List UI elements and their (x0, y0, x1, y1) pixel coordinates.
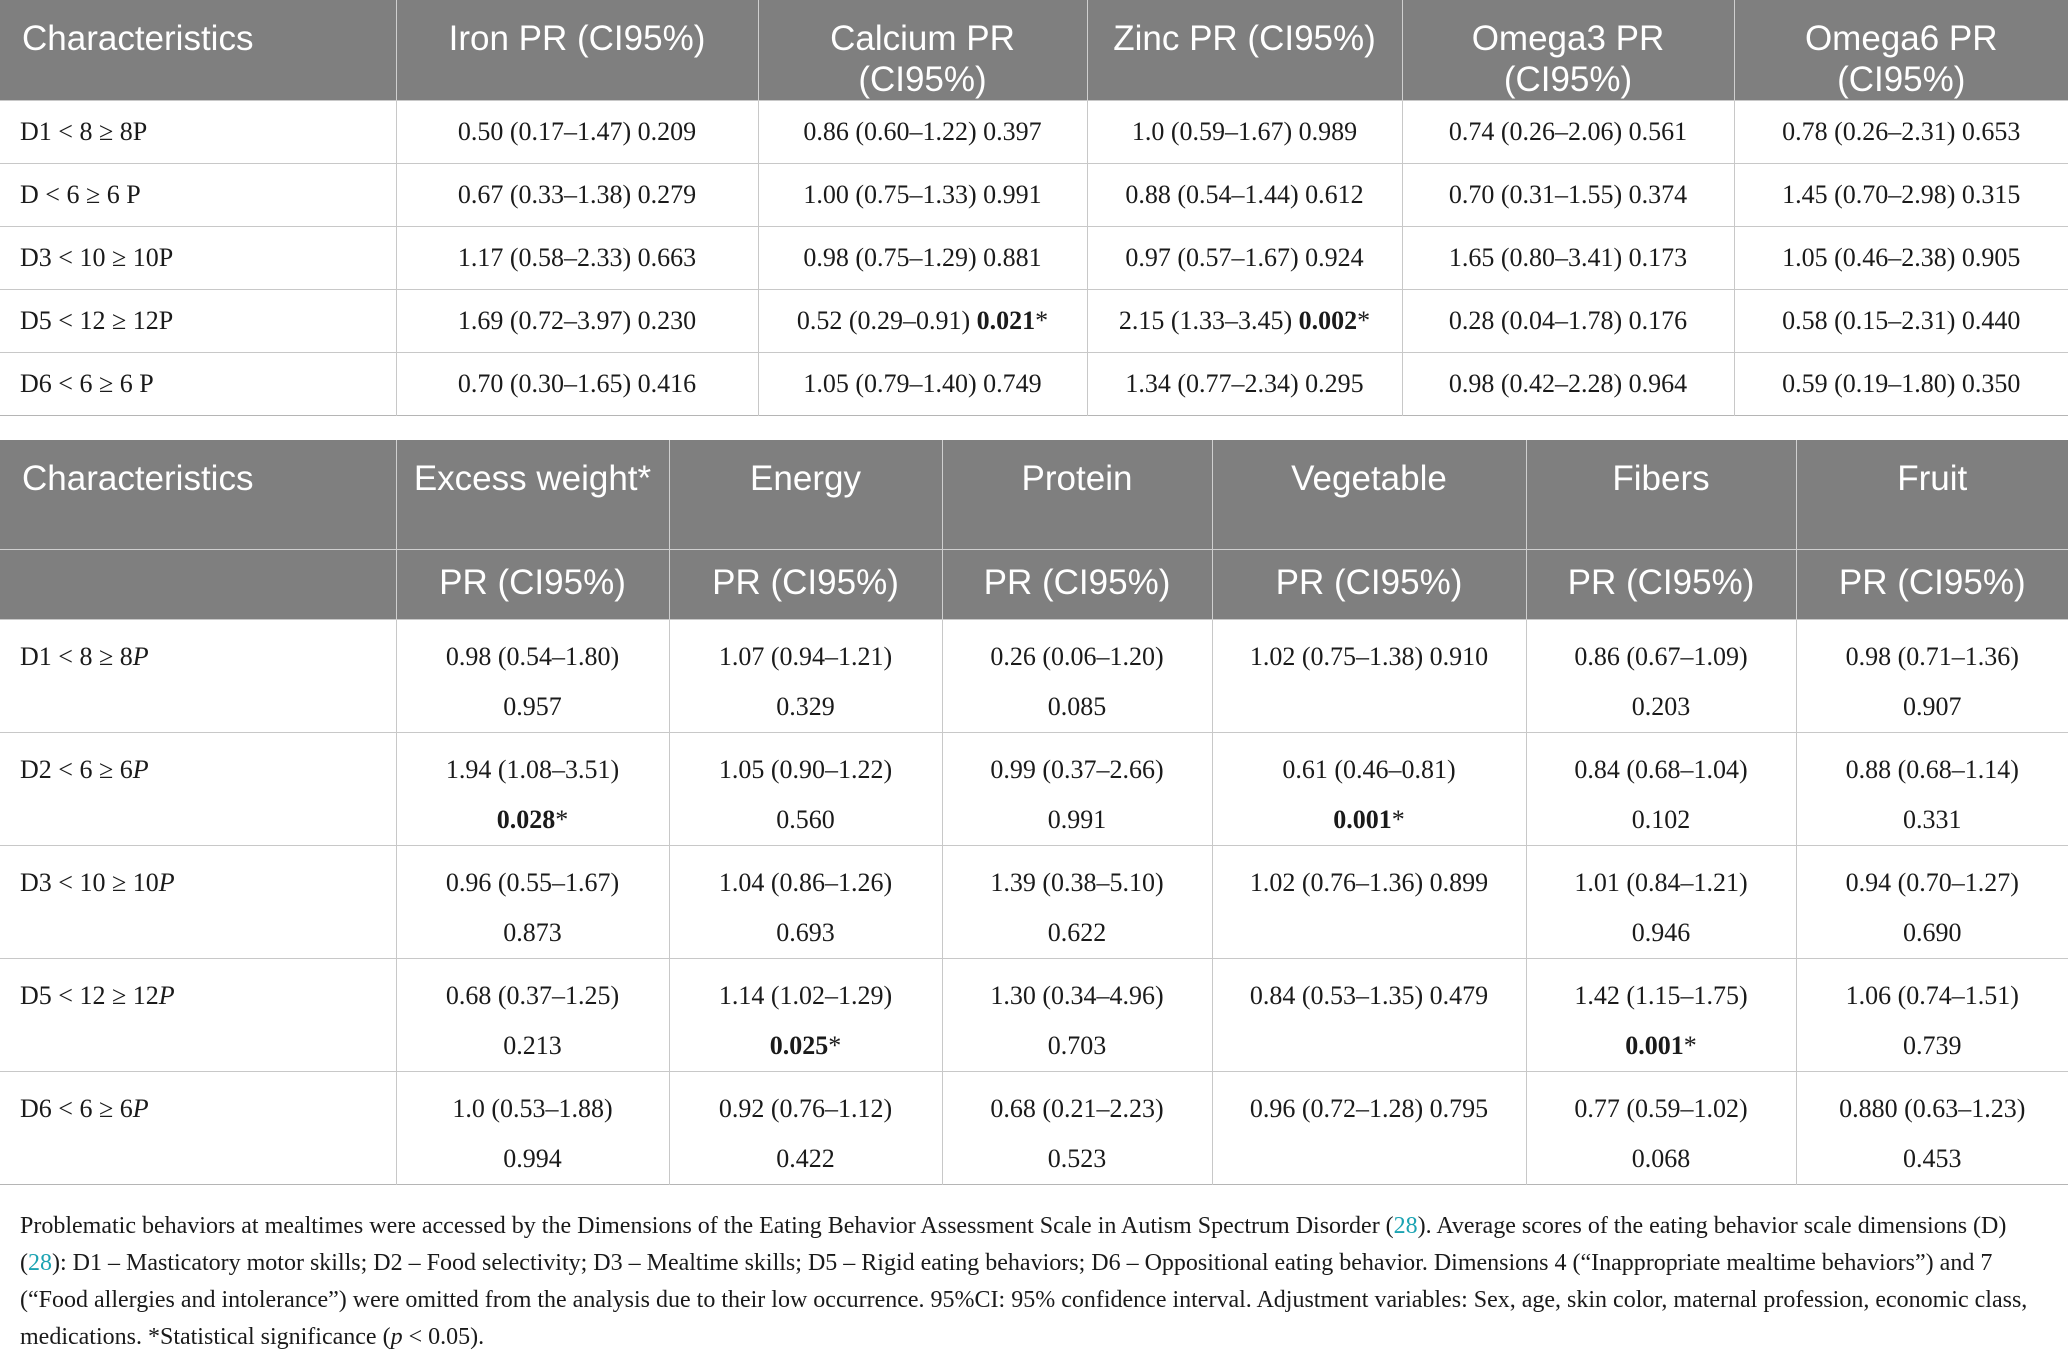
table-cell (669, 958, 942, 1071)
table-cell (758, 290, 1087, 353)
table-cell: 1.00 (0.75–1.33) 0.991 (758, 164, 1087, 227)
table-cell (669, 732, 942, 845)
table-row (0, 732, 2068, 845)
cell-p-value: 0.560 (776, 804, 835, 834)
table-cell (1526, 845, 1796, 958)
table-cell (942, 619, 1212, 732)
table1-header-characteristics: Characteristics (0, 0, 396, 101)
table-row (0, 1071, 2068, 1184)
table-cell: 0.67 (0.33–1.38) 0.279 (396, 164, 758, 227)
cell-estimate: 1.01 (0.84–1.21) (1574, 867, 1748, 897)
row-label: D5 < 12 ≥ 12P (0, 290, 396, 353)
table1-header-zinc: Zinc PR (CI95%) (1087, 0, 1402, 101)
row-label-text: D5 < 12 ≥ 12 (20, 980, 159, 1010)
table-footnote (20, 1208, 2055, 1356)
table-cell (1796, 732, 2068, 845)
cell-estimate: 1.94 (1.08–3.51) (445, 754, 620, 784)
cell-p-value: 0.523 (1047, 1143, 1107, 1173)
table2-header-protein: Protein (942, 440, 1212, 549)
table-cell (1526, 732, 1796, 845)
cell-p-value: 0.203 (1631, 691, 1691, 721)
table-cell (1212, 958, 1526, 1071)
table-nutrition-outcomes (0, 440, 2068, 1185)
significant-p-value: 0.001 (1333, 804, 1392, 834)
table2-header-characteristics: Characteristics (0, 440, 396, 549)
significance-marker: * (1035, 306, 1049, 335)
table2-subheader-row (0, 549, 2068, 619)
cell-estimate: 0.98 (0.54–1.80) (445, 641, 620, 671)
cell-p-value: 0.994 (503, 1143, 562, 1173)
table-row (0, 958, 2068, 1071)
table1-header-row (0, 0, 2068, 101)
cell-estimate: 0.96 (0.55–1.67) (445, 867, 620, 897)
table2-subheader-pr: PR (CI95%) (669, 549, 942, 619)
cell-estimate: 0.61 (0.46–0.81) (1282, 754, 1456, 784)
significant-p-value: 0.025 (769, 1030, 829, 1060)
table-cell (1087, 290, 1402, 353)
table2-header-row (0, 440, 2068, 549)
cell-estimate: 0.77 (0.59–1.02) (1574, 1093, 1748, 1123)
significance-marker: * (1683, 1030, 1697, 1060)
row-label: D6 < 6 ≥ 6 P (0, 353, 396, 416)
significance-marker: * (555, 804, 569, 834)
significance-marker: * (1357, 306, 1371, 335)
table1-header-iron: Iron PR (CI95%) (396, 0, 758, 101)
cell-estimate: 1.04 (0.86–1.26) (718, 867, 893, 897)
table-cell: 0.97 (0.57–1.67) 0.924 (1087, 227, 1402, 290)
cell-p-value: 0.957 (503, 691, 562, 721)
cell-estimate: 1.0 (0.53–1.88) (452, 1093, 613, 1123)
cell-estimate: 0.99 (0.37–2.66) (990, 754, 1164, 784)
table-micronutrients (0, 0, 2068, 416)
cell-estimate: 1.07 (0.94–1.21) (718, 641, 893, 671)
row-label (0, 732, 396, 845)
row-label (0, 845, 396, 958)
cell-p-value: 0.693 (776, 917, 835, 947)
cell-p-value: 0.739 (1903, 1030, 1962, 1060)
cell-estimate: 0.880 (0.63–1.23) (1839, 1093, 2026, 1123)
table-cell (1796, 958, 2068, 1071)
table1-header-calcium: Calcium PR (CI95%) (758, 0, 1087, 101)
cell-estimate: 0.86 (0.67–1.09) (1574, 641, 1748, 671)
table-cell (669, 1071, 942, 1184)
table1-header-omega6: Omega6 PR (CI95%) (1734, 0, 2068, 101)
cell-p-value (1533, 1021, 1790, 1071)
table2-header-fibers: Fibers (1526, 440, 1796, 549)
cell-p-value: 0.907 (1903, 691, 1962, 721)
p-symbol: p (390, 1324, 403, 1350)
reference-link[interactable]: 28 (28, 1250, 52, 1276)
row-label (0, 619, 396, 732)
cell-value: 0.52 (0.29–0.91) (796, 306, 977, 335)
cell-estimate: 0.94 (0.70–1.27) (1845, 867, 2019, 897)
row-label-text: D3 < 10 ≥ 10 (20, 867, 159, 897)
significant-p-value: 0.021 (976, 306, 1036, 335)
cell-estimate: 0.68 (0.37–1.25) (445, 980, 620, 1010)
table-row (0, 619, 2068, 732)
table-cell: 1.34 (0.77–2.34) 0.295 (1087, 353, 1402, 416)
table-cell (942, 732, 1212, 845)
cell-value: 2.15 (1.33–3.45) (1118, 306, 1299, 335)
reference-link[interactable]: 28 (1393, 1213, 1418, 1239)
cell-estimate: 0.26 (0.06–1.20) (990, 641, 1164, 671)
footnote-text: ): D1 – Masticatory motor skills; D2 – Food selectivity; D3 – Mealtime skills; D5 – Rigid eating behaviors; D6 – Oppositional eating behavior. Dimensions 4 (“Inappropriate mealtime behaviors”) and 7 (“Food allergies and intolerance”) were omitted from the analysis due to their low occurrence. 95%CI: 95% confidence interval. Adjustment variables: Sex, age, skin color, maternal profession, economic class, medications. *Statistical significance ( (20, 1250, 2028, 1350)
significant-p-value: 0.002 (1298, 306, 1358, 335)
cell-p-value: 0.873 (503, 917, 562, 947)
table-cell (669, 619, 942, 732)
table-cell: 0.58 (0.15–2.31) 0.440 (1734, 290, 2068, 353)
cell-estimate: 1.02 (0.76–1.36) 0.899 (1249, 867, 1489, 897)
table-cell: 0.86 (0.60–1.22) 0.397 (758, 101, 1087, 164)
row-label-p: P (158, 980, 175, 1010)
table-cell (1212, 1071, 1526, 1184)
cell-p-value: 0.991 (1047, 804, 1107, 834)
table-row (0, 290, 2068, 353)
table-cell: 0.78 (0.26–2.31) 0.653 (1734, 101, 2068, 164)
cell-p-value: 0.946 (1631, 917, 1691, 947)
table-row (0, 353, 2068, 416)
table-cell (1526, 1071, 1796, 1184)
cell-estimate: 1.30 (0.34–4.96) (990, 980, 1164, 1010)
table-cell: 0.70 (0.30–1.65) 0.416 (396, 353, 758, 416)
row-label-p: P (132, 754, 149, 784)
cell-estimate: 1.02 (0.75–1.38) 0.910 (1249, 641, 1489, 671)
table-cell (1212, 732, 1526, 845)
table2-subheader-pr: PR (CI95%) (1526, 549, 1796, 619)
table-cell: 1.05 (0.46–2.38) 0.905 (1734, 227, 2068, 290)
footnote-text: Problematic behaviors at mealtimes were accessed by the Dimensions of the Eating Behavior Assessment Scale in Autism Spectrum Disorder ( (20, 1213, 1394, 1239)
table-cell (1796, 845, 2068, 958)
table-cell: 0.59 (0.19–1.80) 0.350 (1734, 353, 2068, 416)
table-cell (1796, 1071, 2068, 1184)
cell-p-value: 0.622 (1047, 917, 1107, 947)
table2-header-vegetable: Vegetable (1212, 440, 1526, 549)
table2-subheader-empty (0, 549, 396, 619)
cell-estimate: 1.42 (1.15–1.75) (1574, 980, 1748, 1010)
table-cell (396, 845, 669, 958)
significant-p-value: 0.028 (496, 804, 556, 834)
table-cell (669, 845, 942, 958)
cell-p-value: 0.329 (776, 691, 835, 721)
table-cell: 1.69 (0.72–3.97) 0.230 (396, 290, 758, 353)
table-row (0, 101, 2068, 164)
cell-p-value: 0.331 (1903, 804, 1962, 834)
cell-estimate: 0.68 (0.21–2.23) (990, 1093, 1164, 1123)
table-cell (1526, 958, 1796, 1071)
table-cell (942, 958, 1212, 1071)
row-label: D1 < 8 ≥ 8P (0, 101, 396, 164)
table-cell: 0.28 (0.04–1.78) 0.176 (1402, 290, 1734, 353)
footnote-text: < 0.05). (402, 1324, 485, 1350)
cell-estimate: 0.92 (0.76–1.12) (718, 1093, 893, 1123)
cell-p-value: 0.422 (776, 1143, 835, 1173)
table-cell: 0.50 (0.17–1.47) 0.209 (396, 101, 758, 164)
significant-p-value: 0.001 (1625, 1030, 1684, 1060)
table2-header-fruit: Fruit (1796, 440, 2068, 549)
cell-estimate: 0.84 (0.53–1.35) 0.479 (1249, 980, 1489, 1010)
table-row (0, 227, 2068, 290)
table-cell: 1.65 (0.80–3.41) 0.173 (1402, 227, 1734, 290)
table-cell: 0.70 (0.31–1.55) 0.374 (1402, 164, 1734, 227)
row-label (0, 1071, 396, 1184)
table-row (0, 845, 2068, 958)
footnote-text: ). Average scores of the eating behavior scale dimensions (D) ( (20, 1213, 2007, 1276)
table-cell (396, 732, 669, 845)
table2-body (0, 619, 2068, 1184)
row-label-text: D1 < 8 ≥ 8 (20, 641, 133, 671)
table-cell (942, 845, 1212, 958)
significance-marker: * (828, 1030, 842, 1060)
cell-p-value (403, 795, 663, 845)
cell-p-value: 0.102 (1631, 804, 1691, 834)
row-label-p: P (132, 641, 149, 671)
table2-header-energy: Energy (669, 440, 942, 549)
table-cell: 1.0 (0.59–1.67) 0.989 (1087, 101, 1402, 164)
table2-header-excess-weight: Excess weight* (396, 440, 669, 549)
row-label-p: P (132, 1093, 149, 1123)
row-label-text: D6 < 6 ≥ 6 (20, 1093, 133, 1123)
table-cell: 1.05 (0.79–1.40) 0.749 (758, 353, 1087, 416)
table-cell: 1.17 (0.58–2.33) 0.663 (396, 227, 758, 290)
row-label: D < 6 ≥ 6 P (0, 164, 396, 227)
cell-estimate: 0.96 (0.72–1.28) 0.795 (1249, 1093, 1489, 1123)
table-cell (396, 958, 669, 1071)
table-cell: 0.98 (0.42–2.28) 0.964 (1402, 353, 1734, 416)
row-label: D3 < 10 ≥ 10P (0, 227, 396, 290)
cell-p-value (676, 1021, 936, 1071)
table-cell (1212, 845, 1526, 958)
table1-header-omega3: Omega3 PR (CI95%) (1402, 0, 1734, 101)
table2-subheader-pr: PR (CI95%) (1212, 549, 1526, 619)
table2-subheader-pr: PR (CI95%) (396, 549, 669, 619)
significance-marker: * (1391, 804, 1405, 834)
row-label (0, 958, 396, 1071)
table1-body (0, 101, 2068, 416)
table-cell (1212, 619, 1526, 732)
cell-p-value: 0.703 (1047, 1030, 1107, 1060)
table-cell (396, 619, 669, 732)
cell-p-value: 0.213 (503, 1030, 562, 1060)
cell-estimate: 0.88 (0.68–1.14) (1845, 754, 2019, 784)
cell-p-value: 0.068 (1631, 1143, 1691, 1173)
table-cell: 1.45 (0.70–2.98) 0.315 (1734, 164, 2068, 227)
cell-estimate: 0.84 (0.68–1.04) (1574, 754, 1748, 784)
cell-p-value (1219, 795, 1520, 845)
table-cell (942, 1071, 1212, 1184)
table-cell: 0.98 (0.75–1.29) 0.881 (758, 227, 1087, 290)
cell-p-value: 0.690 (1903, 917, 1962, 947)
table-cell (396, 1071, 669, 1184)
table-cell: 0.74 (0.26–2.06) 0.561 (1402, 101, 1734, 164)
table-cell (1796, 619, 2068, 732)
cell-estimate: 1.05 (0.90–1.22) (718, 754, 893, 784)
table-row (0, 164, 2068, 227)
cell-estimate: 1.14 (1.02–1.29) (718, 980, 893, 1010)
table-cell (1526, 619, 1796, 732)
cell-p-value: 0.453 (1903, 1143, 1962, 1173)
table-cell: 0.88 (0.54–1.44) 0.612 (1087, 164, 1402, 227)
cell-estimate: 1.39 (0.38–5.10) (990, 867, 1164, 897)
cell-p-value: 0.085 (1047, 691, 1107, 721)
cell-estimate: 0.98 (0.71–1.36) (1845, 641, 2019, 671)
row-label-p: P (158, 867, 175, 897)
cell-estimate: 1.06 (0.74–1.51) (1845, 980, 2019, 1010)
row-label-text: D2 < 6 ≥ 6 (20, 754, 133, 784)
table2-subheader-pr: PR (CI95%) (942, 549, 1212, 619)
table2-subheader-pr: PR (CI95%) (1796, 549, 2068, 619)
